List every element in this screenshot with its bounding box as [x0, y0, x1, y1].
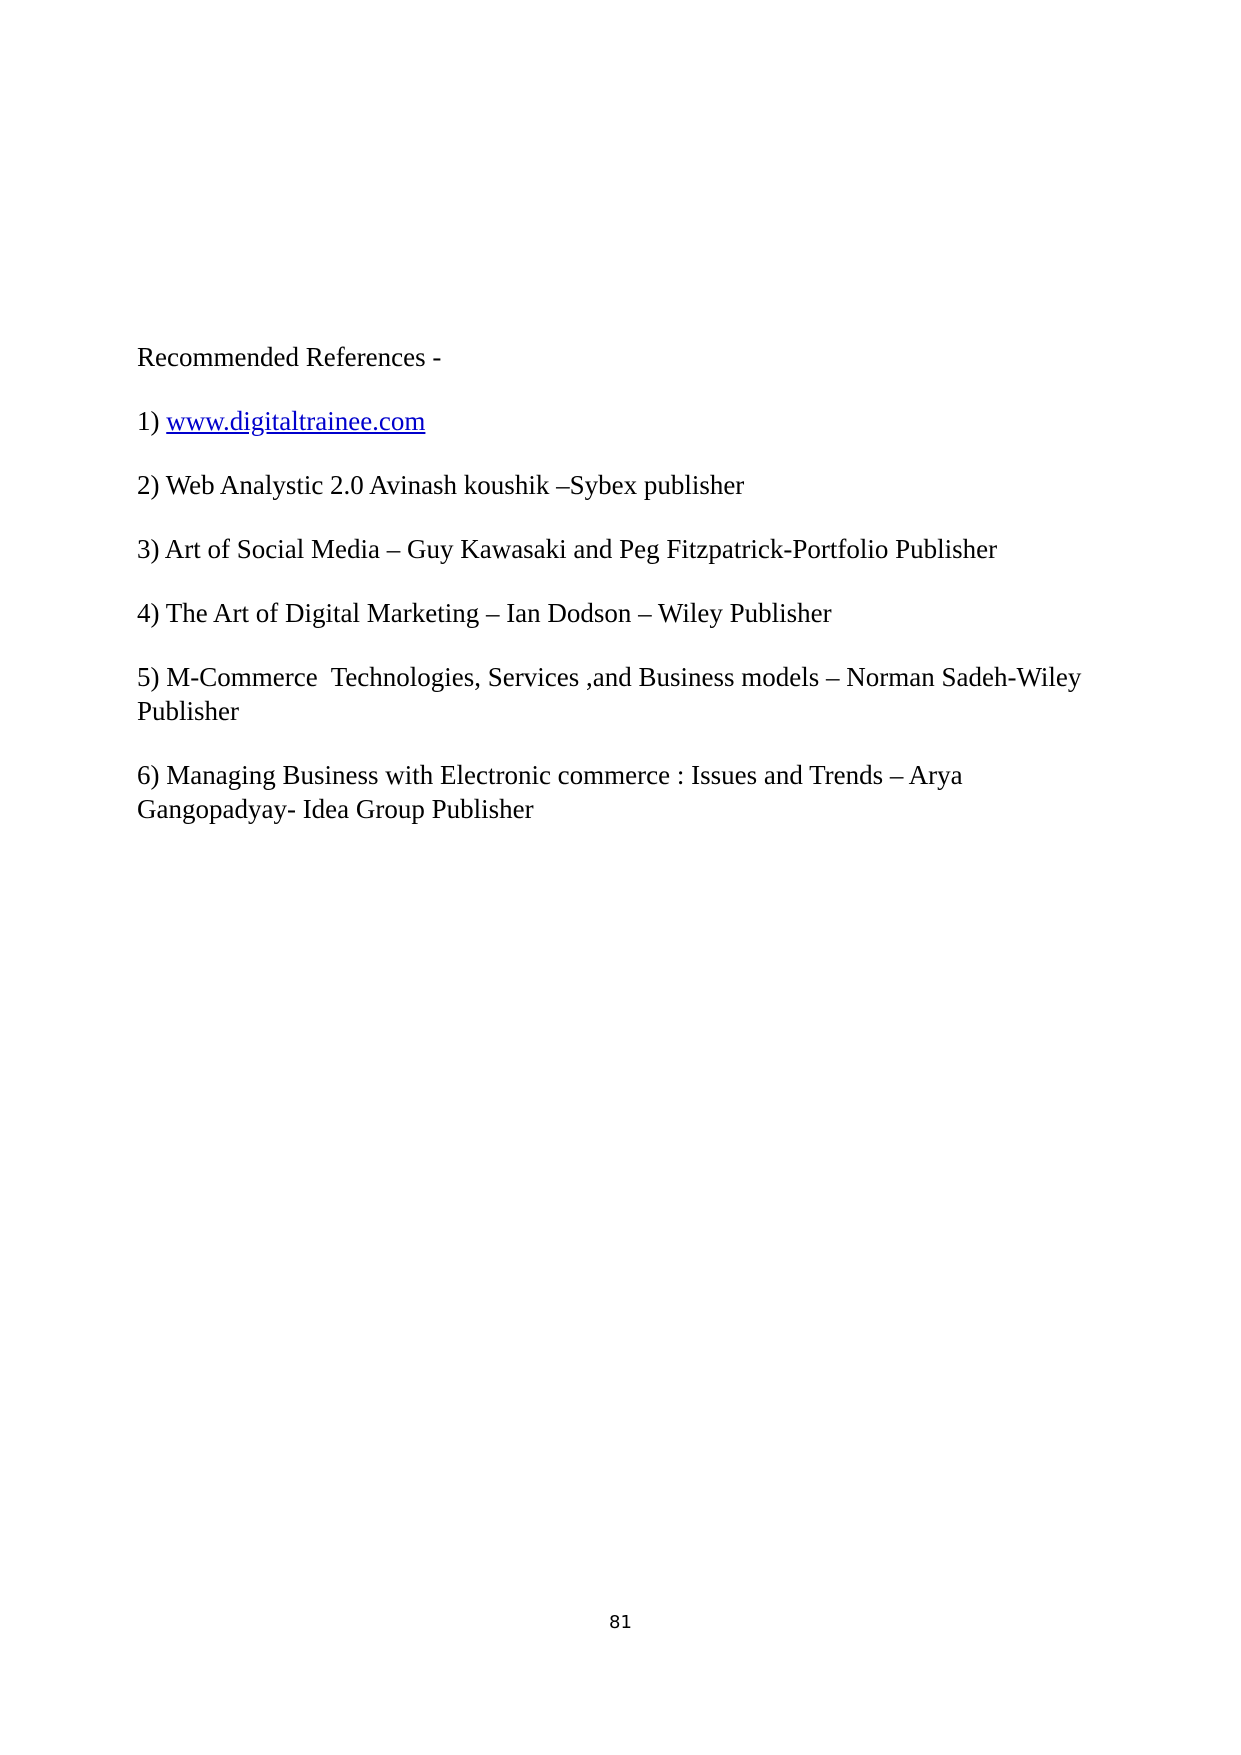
digitaltrainee-link[interactable]: www.digitaltrainee.com	[166, 406, 426, 436]
reference-number: 5)	[137, 662, 160, 692]
reference-item-1	[137, 404, 1097, 438]
reference-number: 2)	[137, 470, 160, 500]
reference-number: 1)	[137, 406, 160, 436]
reference-text: M-Commerce Technologies, Services ,and Business models – Norman Sadeh-Wiley Publisher	[137, 662, 1089, 726]
reference-text: Art of Social Media – Guy Kawasaki and Peg Fitzpatrick-Portfolio Publisher	[164, 534, 998, 564]
reference-item-3	[137, 532, 1097, 566]
reference-text: Managing Business with Electronic commerce : Issues and Trends – Arya Gangopadyay- Idea Group Publisher	[137, 760, 970, 824]
references-section	[137, 340, 1097, 856]
reference-item-2	[137, 468, 1097, 502]
reference-item-5	[137, 660, 1097, 728]
page-number: 81	[609, 1612, 632, 1633]
references-heading: Recommended References -	[137, 342, 442, 372]
reference-number: 6)	[137, 760, 160, 790]
reference-text: The Art of Digital Marketing – Ian Dodson – Wiley Publisher	[165, 598, 832, 628]
reference-text: Web Analystic 2.0 Avinash koushik –Sybex publisher	[165, 470, 745, 500]
reference-item-4	[137, 596, 1097, 630]
reference-item-6	[137, 758, 1097, 826]
reference-number: 3)	[137, 534, 160, 564]
reference-number: 4)	[137, 598, 160, 628]
